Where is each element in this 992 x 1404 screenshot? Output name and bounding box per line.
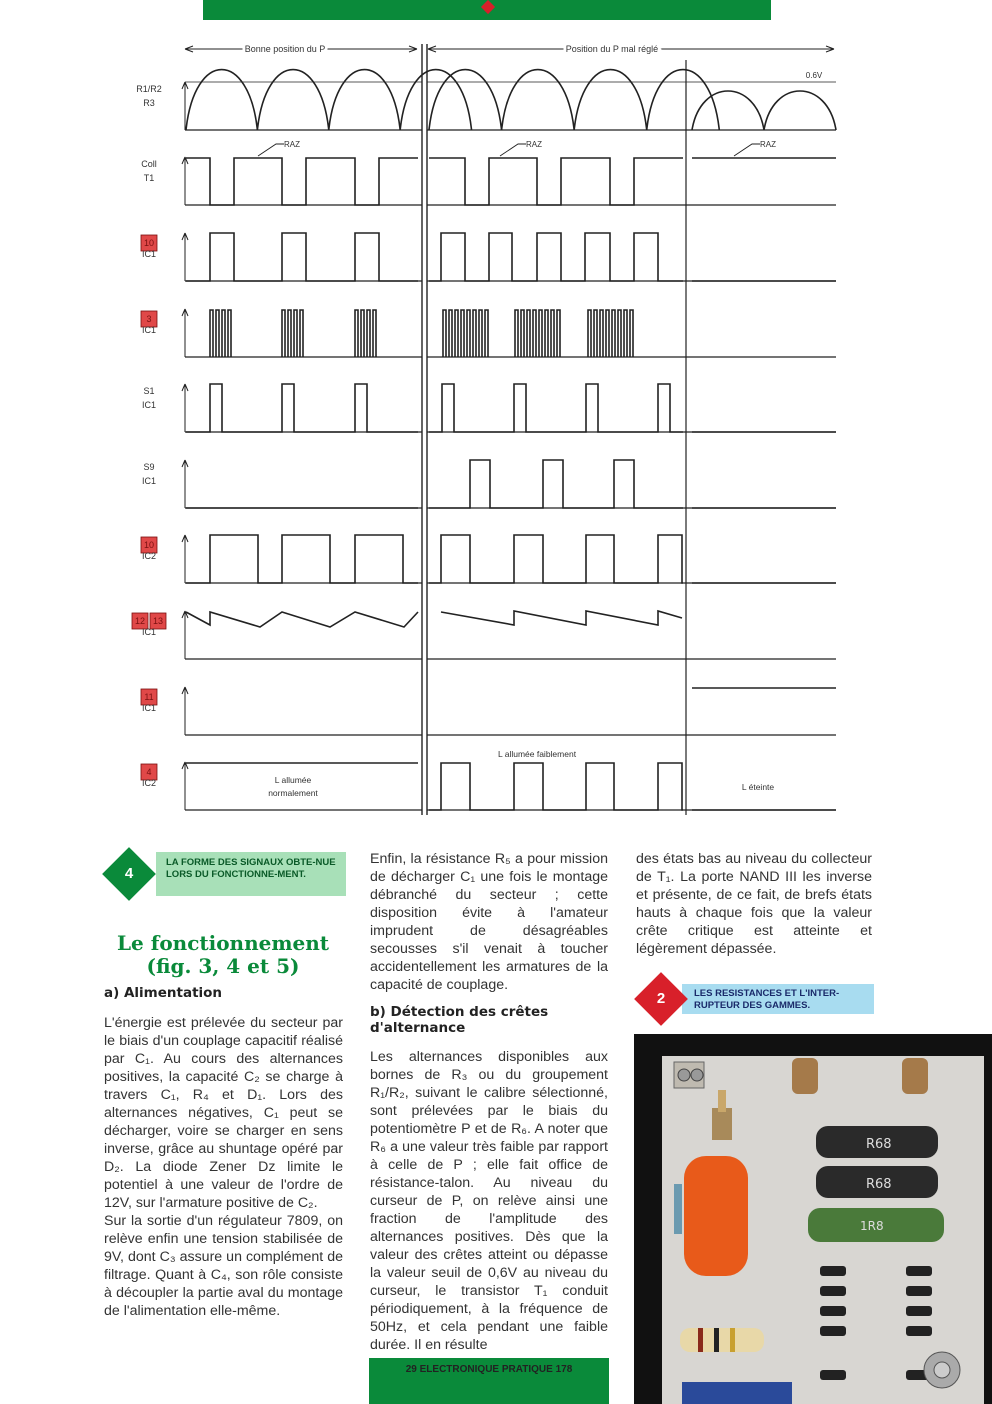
resistor-2-label: R68: [866, 1177, 892, 1192]
pin-number-10-row-3: 10: [143, 238, 155, 248]
raz-pointer-1: [258, 144, 284, 156]
row-label-line2-row-1: R3: [143, 98, 155, 108]
column-2b: [370, 1048, 608, 1354]
resistor-1-label: R68: [866, 1137, 892, 1152]
y-axis-row-2: [182, 157, 188, 205]
article-title-line2: (fig. 3, 4 et 5): [146, 954, 300, 978]
page-footer: [369, 1358, 609, 1404]
y-axis-row-7: [182, 535, 188, 583]
row-label-line2-row-6: IC1: [141, 476, 157, 486]
pin-number-12-row-8: 12: [134, 616, 146, 626]
header-label-bad-position: Position du P mal réglé: [565, 44, 659, 54]
y-axis-row-4: [182, 309, 188, 357]
row-label-line2-row-9: IC1: [141, 703, 157, 713]
col3-paragraph-1: des états bas au niveau du collecteur de T₁. La porte NAND III les inverse et présente, de ce fait, de brefs états hauts à chaque fois que la valeur crête critique est atteinte et légèrement dépassée.: [636, 851, 872, 957]
row-label-line2-row-4: IC1: [141, 325, 157, 335]
pin-number-13-row-8: 13: [152, 616, 164, 626]
section-b-heading: b) Détection des crêtes d'alternance: [370, 1004, 549, 1036]
figure-4-number: 4: [124, 865, 134, 882]
figure-2-caption-text: LES RESISTANCES ET L'INTER-RUPTEUR DES GAMMES.: [694, 988, 840, 1011]
row-label-line1-row-6: S9: [143, 462, 155, 472]
pin-number-11-row-9: 11: [144, 692, 154, 702]
figure-2-caption: [634, 978, 876, 1018]
voltage-threshold-label: 0.6V: [805, 71, 823, 80]
waveform-s1-ic1: [186, 384, 836, 432]
pin-number-3-row-4: 3: [146, 314, 152, 324]
header-bar: [203, 0, 771, 20]
pin-number-4-row-10: 4: [146, 767, 152, 777]
header-label-good-position: Bonne position du P: [244, 44, 326, 54]
article-title: [103, 932, 343, 978]
lamp-dim-label: L allumée faiblement: [497, 749, 577, 759]
row-label-line2-row-3: IC1: [141, 249, 157, 259]
lamp-off-label: L éteinte: [741, 782, 775, 792]
lamp-normal-label-1: L allumée: [274, 775, 312, 785]
y-axis-row-9: [182, 687, 188, 735]
row-label-line2-row-10: IC2: [141, 778, 157, 788]
waveform-coll-t1: [186, 158, 836, 205]
y-axis-row-10: [182, 762, 188, 810]
row-label-line2-row-7: IC2: [141, 551, 157, 561]
raz-label-1: RAZ: [284, 140, 300, 149]
circuit-board-illustration: [634, 1034, 992, 1404]
footer-text: 29 ELECTRONIQUE PRATIQUE 178: [405, 1364, 573, 1375]
col1-paragraph-1: L'énergie est prélevée du secteur par le biais d'un couplage capacitif réalisé par C₁. Au cours des alternances positives, la capacité C₂ se charge à travers C₁, R₄ et D₁. Lors des alternances négatives, C₁ peut se décharger, voire se charger en sens inverse, grâce au shuntage opéré par D₂. La diode Zener Dz limite le potentiel à une valeur de l'ordre de 12V, sur l'armature positive de C₂.: [104, 1015, 343, 1211]
waveform-ic1-pin12-13: [186, 611, 682, 627]
column-1: [104, 1014, 343, 1320]
figure-2-number: 2: [656, 990, 666, 1007]
waveform-ic1-pin10: [186, 233, 836, 281]
circuit-board-photo: [634, 1034, 992, 1404]
lamp-normal-label-2: normalement: [268, 788, 318, 798]
y-axis-row-8: [182, 611, 188, 659]
waveform-ic2-pin10: [186, 535, 836, 583]
waveform-r1r2-r3: [186, 70, 836, 130]
raz-label-2: RAZ: [526, 140, 542, 149]
raz-pointer-3: [734, 144, 760, 156]
raz-label-3: RAZ: [760, 140, 776, 149]
header-diamond-icon: [481, 0, 495, 14]
separator-double-line: [422, 44, 427, 815]
col1-paragraph-2: Sur la sortie d'un régulateur 7809, on relève enfin une tension stabilisée de 9V, dont C₃ assure un complément de filtrage. Quant à C₄, son rôle consiste à découpler la partie aval du montage de l'alimentation elle-même.: [104, 1213, 343, 1319]
row-label-line1-row-2: Coll: [141, 159, 157, 169]
col2-paragraph-1: Enfin, la résistance R₅ a pour mission de décharger C₁ une fois le montage débranché du secteur ; cette disposition évite à l'amateur imprudent de désagréables secousses s'il venait à toucher accidentellement les armatures de la capacité de couplage.: [370, 851, 608, 993]
raz-pointer-2: [500, 144, 526, 156]
timing-diagram: [0, 30, 992, 830]
pin-number-10-row-7: 10: [143, 540, 155, 550]
row-label-line2-row-8: IC1: [141, 627, 157, 637]
y-axis-row-6: [182, 460, 188, 508]
waveform-ic2-pin4: [186, 763, 836, 810]
waveform-s9-ic1: [186, 460, 836, 508]
column-3: [636, 850, 872, 958]
row-label-line1-row-5: S1: [143, 386, 155, 396]
col2-paragraph-2: Les alternances disponibles aux bornes de R₃ ou du groupement R₁/R₂, suivant le calibre sélectionné, sont prélevées par le biais du potentiomètre P et de R₆. A noter que R₆ a une valeur très faible par rapport à celle de P ; elle fait office de résistance-talon. Au niveau du curseur de P, on relève ainsi une fraction de l'amplitude des alternances positives. Dès que la valeur des crêtes atteint ou dépasse la valeur seuil de 0,6V au niveau du curseur, le transistor T₁ conduit périodiquement, à la fréquence de 50Hz, et cela pendant une faible durée. Il en résulte: [370, 1049, 608, 1353]
figure-4-caption-text: LA FORME DES SIGNAUX OBTE-NUE LORS DU FONCTIONNE-MENT.: [166, 857, 336, 880]
resistor-3-label: 1R8: [860, 1219, 884, 1233]
y-axis-row-5: [182, 384, 188, 432]
article-title-line1: Le fonctionnement: [116, 931, 330, 955]
row-label-line1-row-1: R1/R2: [136, 84, 162, 94]
row-label-line2-row-2: T1: [143, 173, 155, 183]
figure-4-caption: [104, 852, 346, 896]
column-2: [370, 850, 608, 994]
y-axis-row-3: [182, 233, 188, 281]
row-label-line2-row-5: IC1: [141, 400, 157, 410]
section-a-heading: a) Alimentation: [104, 985, 223, 1001]
